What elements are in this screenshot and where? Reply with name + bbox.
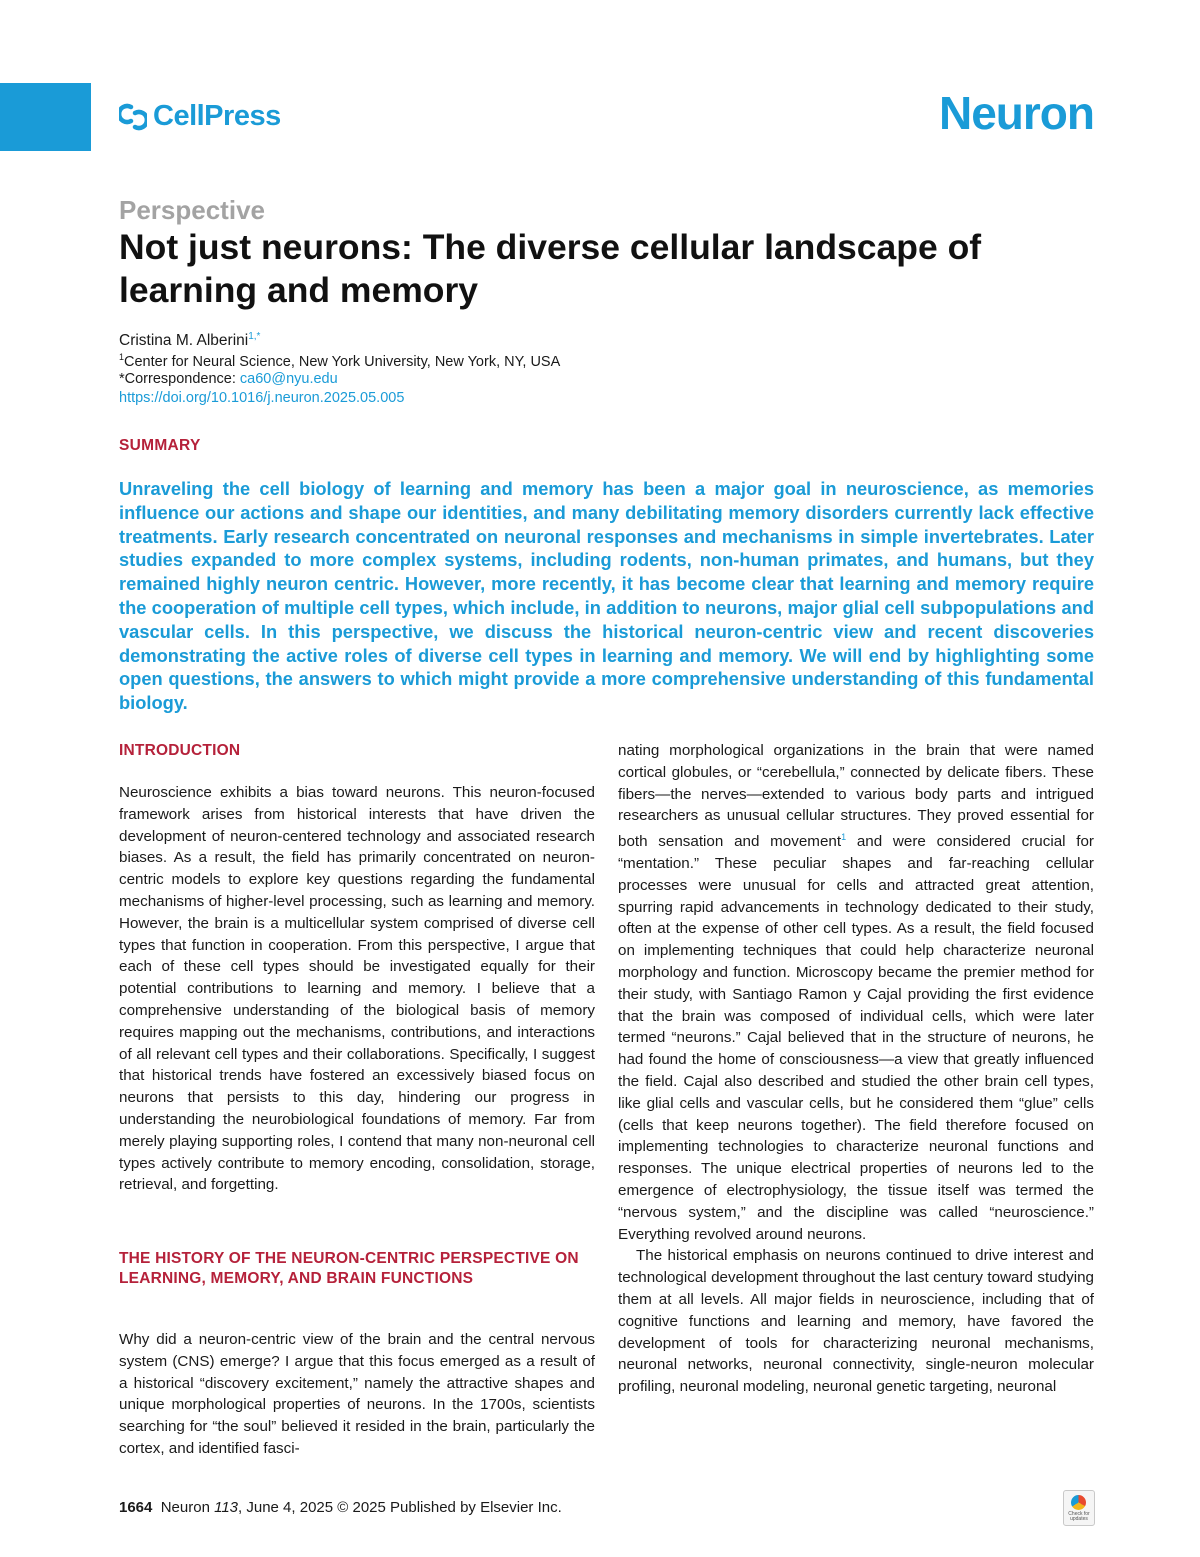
history-text-left: Why did a neuron-centric view of the brain and the central nervous system (CNS) emerge? I argue that this focus emerged as a result of a historical “discovery excitement,” namely the attractive shapes and unique morphological properties of neurons. In the 1700s, scientists searching for “the soul” believed it resided in the brain, particularly the cortex, and identified fasci- xyxy=(119,1331,595,1457)
page-footer: 1664 Neuron 113, June 4, 2025 © 2025 Published by Elsevier Inc. xyxy=(119,1499,562,1516)
history-text-right-paragraph-2: The historical emphasis on neurons continued to drive interest and technological development throughout the last century toward studying them at all levels. All major fields in neuroscience, including that of cognitive functions and learning and memory, have favored the development of tools for characterizing neuronal mechanisms, neuronal networks, neuronal connectivity, single-neuron molecular profiling, neuronal modeling, neuronal genetic targeting, neuronal xyxy=(618,1247,1094,1396)
introduction-text: Neuroscience exhibits a bias toward neurons. This neuron-focused framework arises from historical interests that have driven the development of neuron-centered technology and associated research biases. As a result, the field has primarily concentrated on neuron-centric models to explore key questions regarding the fundamental mechanisms of higher-level processing, such as learning and memory. However, the brain is a multicellular system comprised of diverse cell types that function in cooperation. From this perspective, I argue that each of these cell types should be investigated equally for their potential contributions to learning and memory. I believe that a comprehensive understanding of the biological basis of memory requires mapping out the mechanisms, contributions, and interactions of all relevant cell types and their collaborations. Specifically, I suggest that historical trends have fostered an excessively biased focus on neurons that persists to this day, hindering our progress in understanding the neurobiological foundations of memory. Far from merely playing supporting roles, I contend that many non-neuronal cell types actively contribute to memory encoding, consolidation, storage, retrieval, and forgetting. xyxy=(119,784,595,1194)
header-color-block xyxy=(0,83,91,151)
volume: 113 xyxy=(214,1499,239,1516)
article-type: Perspective xyxy=(119,195,265,225)
crossmark-icon xyxy=(1071,1495,1086,1510)
cellpress-logo-icon xyxy=(119,103,147,131)
author-marks[interactable]: 1,* xyxy=(248,331,261,342)
check-for-updates-label: Check for updates xyxy=(1068,1511,1090,1522)
publisher-name: CellPress xyxy=(153,100,281,132)
affiliation: $^1$Center for Neural Science, New York University, New York, NY, USA xyxy=(119,352,561,370)
page-number: 1664 xyxy=(119,1499,153,1516)
history-heading: THE HISTORY OF THE NEURON-CENTRIC PERSPECTIVE ON LEARNING, MEMORY, AND BRAIN FUNCTIONS xyxy=(119,1250,579,1287)
reference-link[interactable]: 1 xyxy=(841,832,847,843)
summary-text: Unraveling the cell biology of learning and memory has been a major goal in neuroscience, as memories influence our actions and shape our identities, and many debilitating memory disorders currently lack effective treatments. Early research concentrated on neuronal responses and mechanisms in simple invertebrates. Later studies expanded to more complex systems, including rodents, non-human primates, and humans, but they remained highly neuron centric. However, more recently, it has become clear that learning and memory require the cooperation of multiple cell types, which include, in addition to neurons, major glial cell subpopulations and vascular cells. In this perspective, we discuss the historical neuron-centric view and recent discoveries demonstrating the active roles of diverse cell types in learning and memory. We will end by highlighting some open questions, the answers to which might provide a more comprehensive understanding of this fundamental biology. xyxy=(119,478,1094,714)
publisher-logo[interactable] xyxy=(119,100,281,133)
correspondence: *Correspondence: ca60@nyu.edu xyxy=(119,371,338,387)
journal-name[interactable]: Neuron xyxy=(939,87,1094,139)
check-for-updates-badge[interactable] xyxy=(1063,1490,1095,1526)
right-column xyxy=(618,740,1094,1398)
introduction-heading: INTRODUCTION xyxy=(119,742,241,759)
author-name: Cristina M. Alberini xyxy=(119,332,249,350)
history-left-column xyxy=(119,1329,595,1460)
affiliation-mark: 1 xyxy=(119,352,125,362)
author-line xyxy=(119,331,260,350)
doi-link[interactable]: https://doi.org/10.1016/j.neuron.2025.05.005 xyxy=(119,390,405,406)
history-text-right: nating morphological organizations in the brain that were named cortical globules, or “cerebellula,” connected by delicate fibers. These fibers—the nerves—extended to various body parts and intrigued researchers as unusual cellular structures. They proved essential for both sensation and movement$^1$ and were considered crucial for “mentation.” These peculiar shapes and far-reaching cellular processes were unusual for cells and attracted great attention, spurring rapid advancements in technology dedicated to their study, often at the expense of other cell types. As a result, the field focused on implementing techniques that could help characterize neuronal morphology and function. Microscopy became the premier method for their study, with Santiago Ramon y Cajal providing the first evidence that the brain was composed of individual cells, which were later termed “neurons.” Cajal believed that in the structure of neurons, he had found the home of consciousness—a view that greatly influenced the field. Cajal also described and studied the other brain cell types, like glial cells and vascular cells, but he considered them “glue” cells (cells that keep neurons together). The field therefore focused on implementing technologies to characterize neuronal functions and responses. The unique electrical properties of neurons led to the emergence of electrophysiology, the tissue itself was termed the “nervous system,” and the discipline was called “neuroscience.” Everything revolved around neurons. xyxy=(618,742,1094,1243)
correspondence-email-link[interactable]: ca60@nyu.edu xyxy=(239,371,338,387)
introduction-column xyxy=(119,782,595,1196)
article-title: Not just neurons: The diverse cellular landscape of learning and memory xyxy=(119,227,982,310)
summary-heading: SUMMARY xyxy=(119,437,201,454)
